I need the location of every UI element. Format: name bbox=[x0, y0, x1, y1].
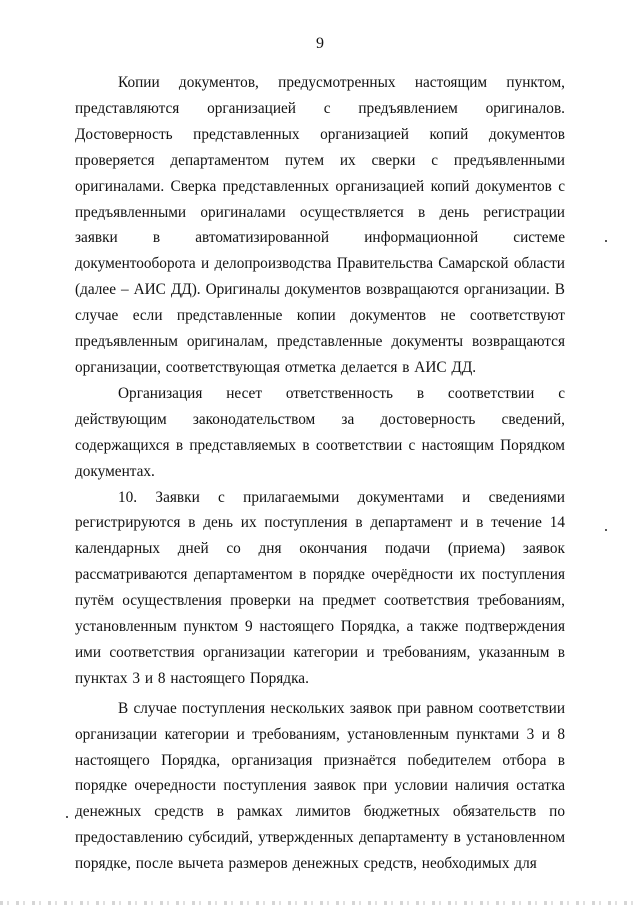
scan-edge-noise bbox=[0, 901, 640, 905]
paragraph-item-10: 10. Заявки с прилагаемыми документами и сведениями регистрируются в день их поступления в департамент и в течение 14 календарных дней со дня окончания подачи (приема) заявок рассматриваются департаментом в порядке очерёдности их поступления путём осуществления проверки на предмет соответствия требованиям, установленным пунктом 9 настоящего Порядка, а также подтверждения ими соответствия организации категории и требованиям, указанным в пунктах 3 и 8 настоящего Порядка. bbox=[75, 488, 565, 687]
scan-mark bbox=[66, 816, 68, 818]
document-body bbox=[75, 70, 565, 877]
paragraph-document-copies: Копии документов, предусмотренных настоящим пунктом, представляются организацией с предъявлением оригиналов. Достоверность представленных организацией копий документов проверяется департаментом путем их сверки с предъявленными оригиналами. Сверка представленных организацией копий документов с предъявленными оригиналами осуществляется в день регистрации заявки в автоматизированной информационной системе документооборота и делопроизводства Правительства Самарской области (далее – АИС ДД). Оригиналы документов возвращаются организации. В случае если представленные копии документов не соответствуют предъявленным оригиналам, представленные документы возвращаются организации, соответствующая отметка делается в АИС ДД. bbox=[75, 74, 565, 376]
scan-mark bbox=[605, 240, 607, 242]
scan-mark bbox=[605, 529, 607, 531]
paragraph-responsibility: Организация несет ответственность в соответствии с действующим законодательством за достоверность сведений, содержащихся в представляемых в соответствии с настоящим Порядком документах. bbox=[75, 384, 565, 480]
paragraph-multiple-applications: В случае поступления нескольких заявок при равном соответствии организации категории и требованиям, установленным пунктами 3 и 8 настоящего Порядка, организация признаётся победителем отбора в порядке очередности поступления заявок при условии наличия остатка денежных средств в рамках лимитов бюджетных обязательств по предоставлению субсидий, утвержденных департаменту в установленном порядке, после вычета размеров денежных средств, необходимых для bbox=[75, 699, 565, 873]
page-number: 9 bbox=[316, 35, 324, 52]
